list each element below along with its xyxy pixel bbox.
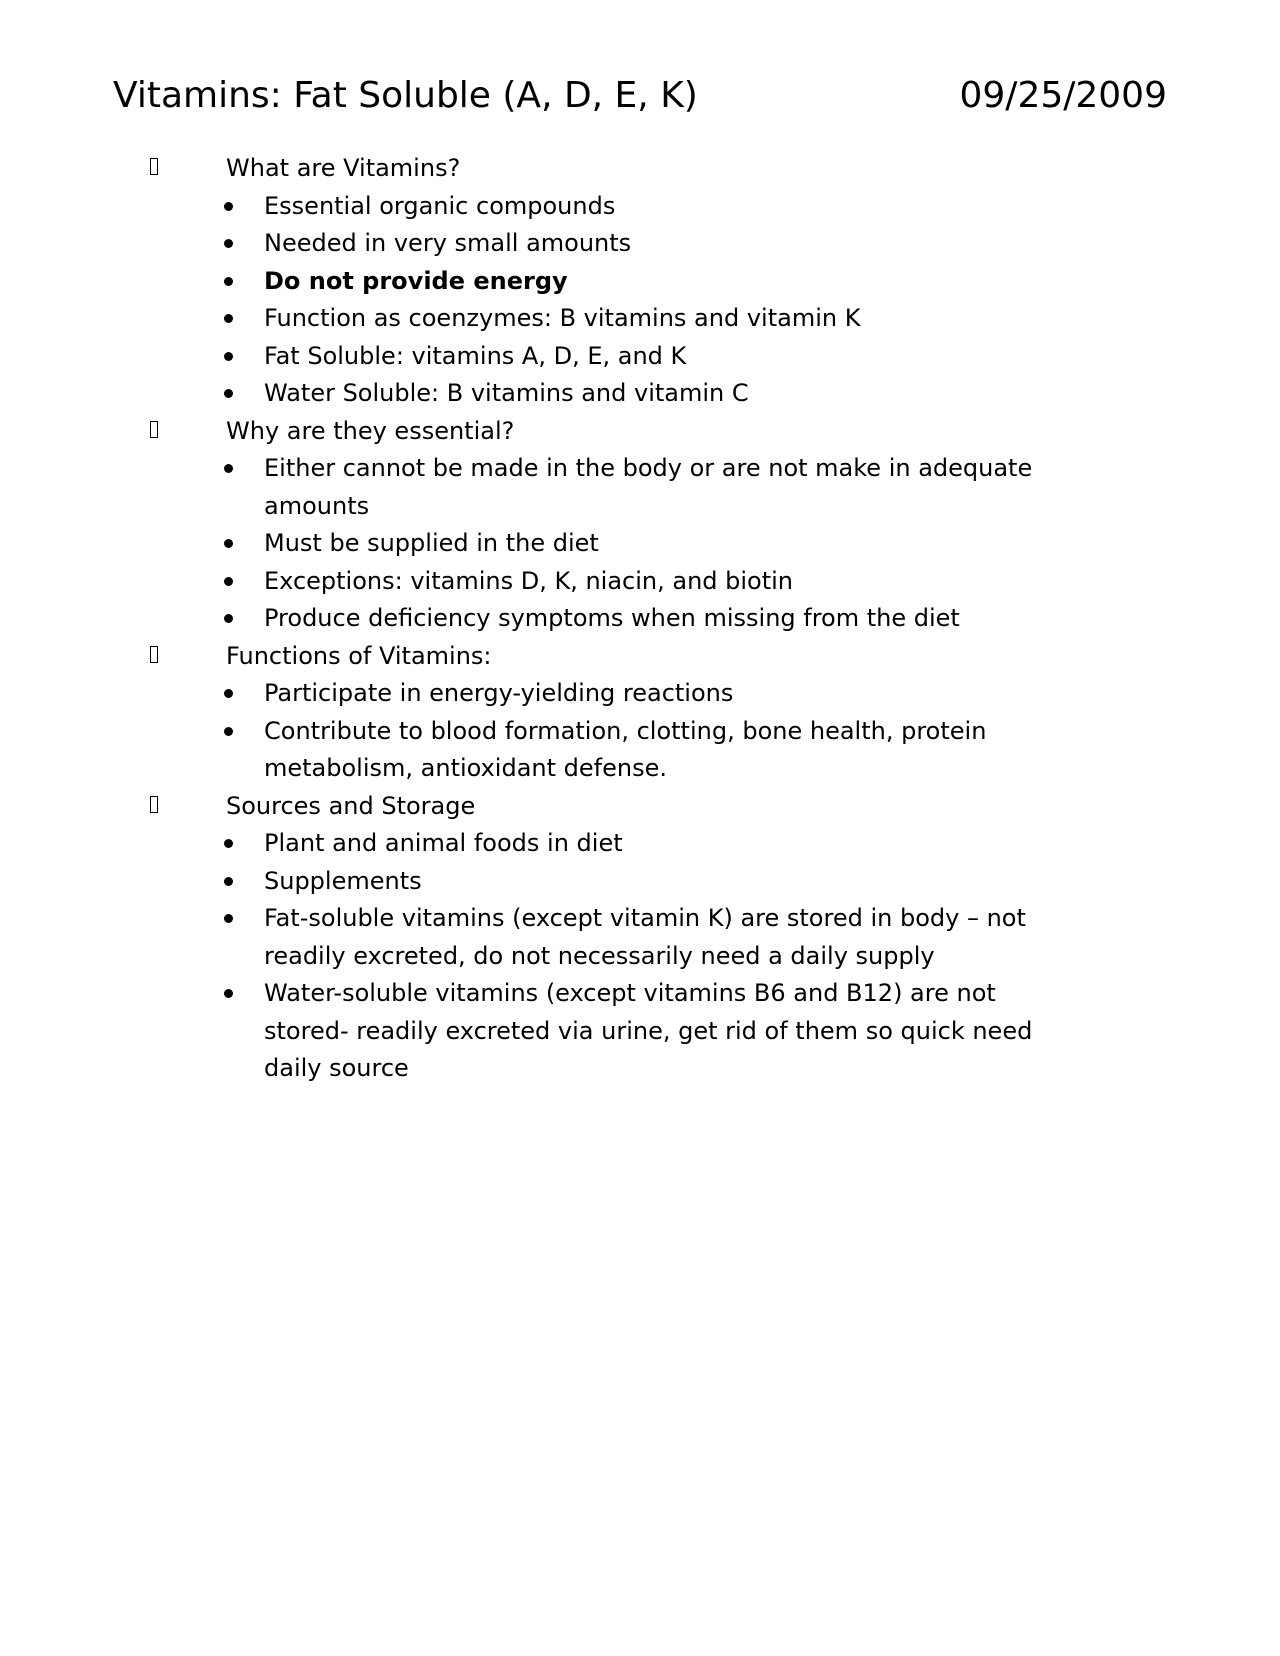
section-what-are-vitamins	[0, 150, 1280, 413]
missing-glyph-icon	[150, 421, 158, 438]
list-item	[0, 525, 1084, 563]
list-item-text: Participate in energy-yielding reactions	[264, 679, 734, 707]
list-item-text: Water Soluble: B vitamins and vitamin C	[264, 379, 749, 407]
document-date: 09/25/2009	[959, 75, 1167, 116]
bullet-icon	[224, 989, 233, 998]
list-item	[0, 713, 1084, 788]
section-title: What are Vitamins?	[226, 154, 461, 182]
list-item-text: Needed in very small amounts	[264, 229, 632, 257]
list-item-text: Contribute to blood formation, clotting, bone health, protein metabolism, antioxidant defense.	[264, 716, 987, 782]
bullet-icon	[224, 914, 233, 923]
bullet-icon	[224, 202, 233, 211]
bullet-icon	[224, 314, 233, 323]
list-item-text: Produce deficiency symptoms when missing from the diet	[264, 604, 960, 632]
list-item	[0, 600, 1084, 638]
bullet-list	[0, 188, 1280, 413]
missing-glyph-icon	[150, 796, 158, 813]
document-title: Vitamins: Fat Soluble (A, D, E, K)	[113, 75, 698, 116]
list-item	[0, 975, 1084, 1088]
list-item-text: Essential organic compounds	[264, 191, 616, 220]
list-item-text-bold: Do not provide energy	[264, 266, 568, 295]
section-why-essential	[0, 413, 1280, 638]
section-heading	[0, 788, 1280, 826]
list-item	[0, 300, 1084, 338]
section-heading	[0, 150, 1280, 188]
list-item-text: Fat Soluble: vitamins A, D, E, and K	[264, 341, 687, 370]
document-header	[113, 70, 1167, 122]
list-item	[0, 675, 1084, 713]
list-item-text: Function as coenzymes: B vitamins and vitamin K	[264, 304, 861, 332]
list-item	[0, 563, 1084, 601]
list-item	[0, 825, 1084, 863]
section-title: Sources and Storage	[226, 791, 476, 820]
bullet-icon	[224, 389, 233, 398]
list-item	[0, 863, 1084, 901]
bullet-icon	[224, 727, 233, 736]
list-item	[0, 188, 1084, 226]
missing-glyph-icon	[150, 646, 158, 663]
section-functions	[0, 638, 1280, 788]
list-item	[0, 225, 1084, 263]
bullet-icon	[224, 689, 233, 698]
bullet-icon	[224, 577, 233, 586]
list-item	[0, 263, 1084, 301]
section-sources-storage	[0, 788, 1280, 1088]
missing-glyph-icon	[150, 158, 158, 175]
list-item	[0, 900, 1084, 975]
bullet-icon	[224, 539, 233, 548]
bullet-list	[0, 675, 1280, 788]
bullet-icon	[224, 277, 233, 286]
bullet-list	[0, 825, 1280, 1088]
bullet-icon	[224, 614, 233, 623]
section-title: Functions of Vitamins:	[226, 641, 492, 670]
list-item	[0, 450, 1084, 525]
list-item-text: Either cannot be made in the body or are not make in adequate amounts	[264, 454, 1033, 520]
notes-outline	[0, 150, 1280, 1088]
list-item	[0, 338, 1084, 376]
list-item-text: Plant and animal foods in diet	[264, 829, 623, 857]
bullet-icon	[224, 877, 233, 886]
bullet-list	[0, 450, 1280, 638]
bullet-icon	[224, 239, 233, 248]
bullet-icon	[224, 839, 233, 848]
section-title: Why are they essential?	[226, 416, 515, 445]
section-heading	[0, 638, 1280, 676]
bullet-icon	[224, 464, 233, 473]
list-item-text: Must be supplied in the diet	[264, 529, 599, 557]
list-item-text: Supplements	[264, 866, 422, 895]
list-item-text: Fat-soluble vitamins (except vitamin K) are stored in body – not readily excreted, do not necessarily need a daily supply	[264, 904, 1026, 970]
section-heading	[0, 413, 1280, 451]
bullet-icon	[224, 352, 233, 361]
list-item-text: Water-soluble vitamins (except vitamins B6 and B12) are not stored- readily excreted via urine, get rid of them so quick need daily source	[264, 979, 1033, 1082]
list-item	[0, 375, 1084, 413]
list-item-text: Exceptions: vitamins D, K, niacin, and biotin	[264, 566, 794, 595]
